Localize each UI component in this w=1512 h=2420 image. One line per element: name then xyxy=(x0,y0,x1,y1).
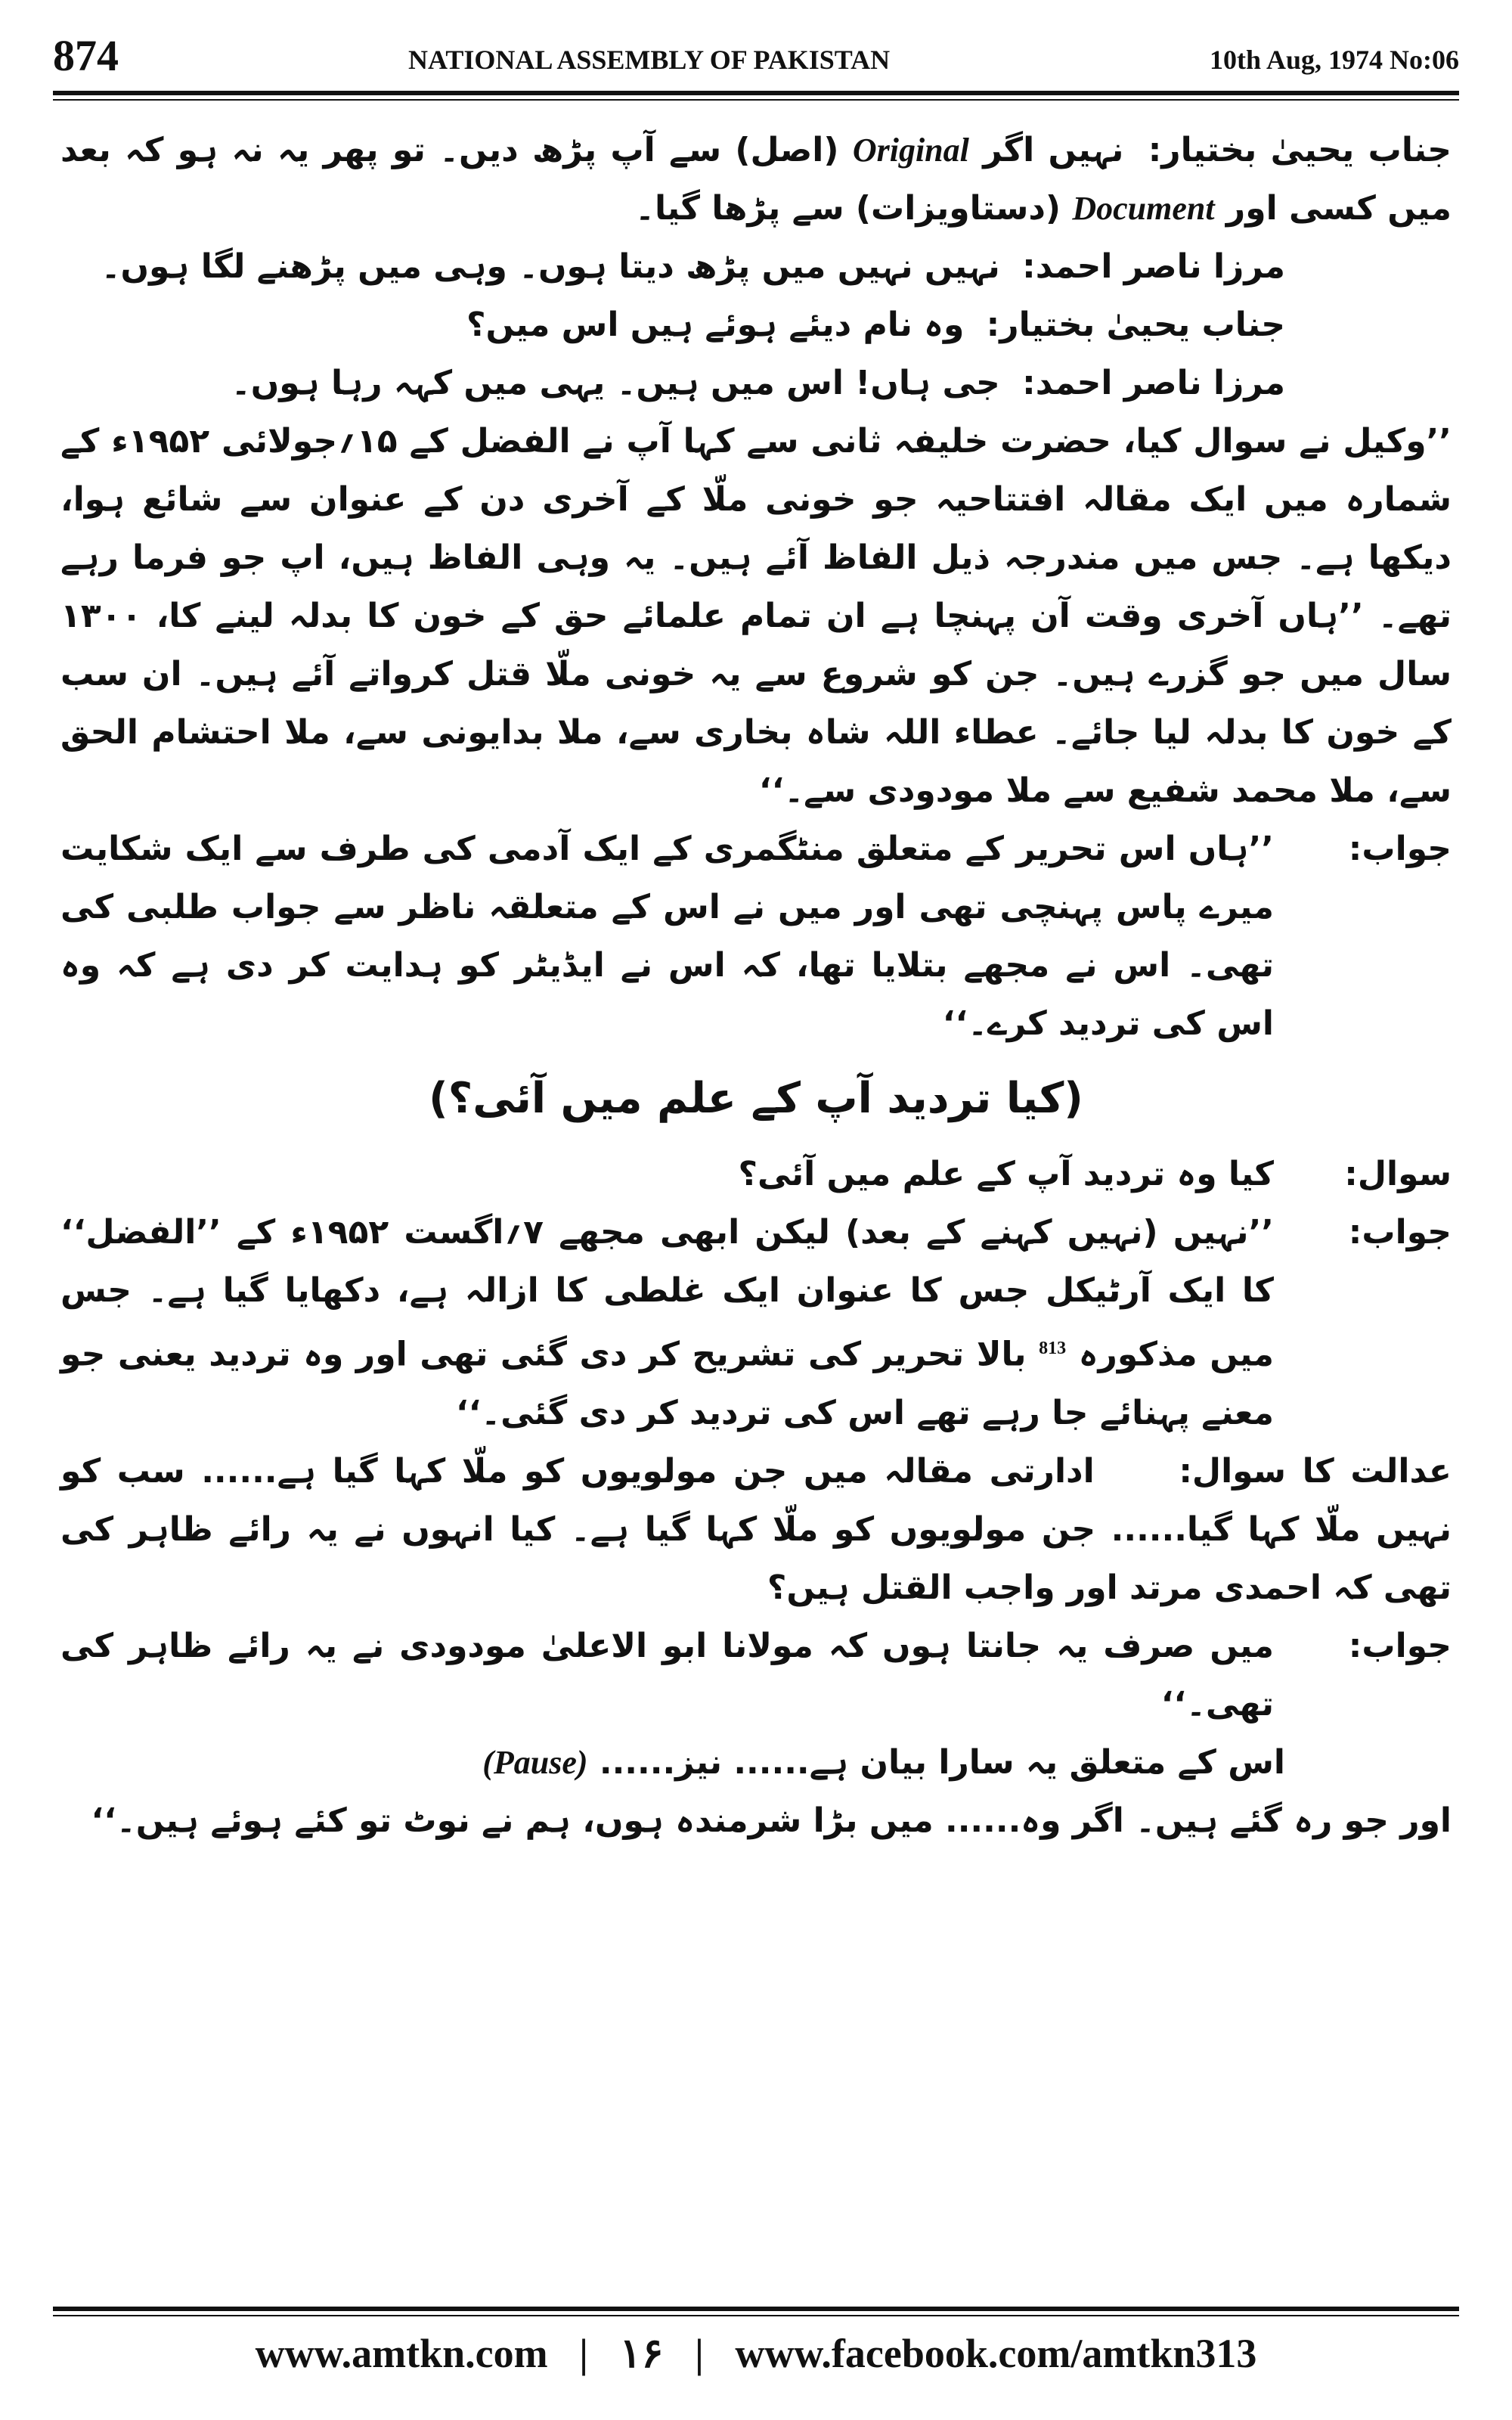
answer-label: جواب: xyxy=(1348,830,1452,868)
question-block xyxy=(60,1145,1452,1203)
section-heading: (کیا تردید آپ کے علم میں آئی؟) xyxy=(429,1074,1083,1123)
paragraph-5-quote: ’’وکیل نے سوال کیا، حضرت خلیفہ ثانی سے کہا آپ نے الفضل کے ۱۵؍جولائی ۱۹۵۲ء کے شمارہ میں ایک مقالہ افتتاحیہ جو خونی ملّا کے آخری دن کے عنوان سے شائع ہوا، دیکھا ہے۔ جس میں مندرجہ ذیل الفاظ آئے ہیں۔ یہ وہی الفاظ ہیں، اپ جو فرما رہے تھے۔ ’’ہاں آخری وقت آن پہنچا ہے ان تمام علمائے حق کے خون کا بدلہ لینے کا، ۱۳۰۰ سال میں جو گزرے ہیں۔ جن کو شروع سے یہ خونی ملّا قتل کرواتے آئے ہیں۔ ان سب کے خون کا بدلہ لیا جائے۔ عطاء اللہ شاہ بخاری سے، ملا بدایونی سے، ملا احتشام الحق سے، ملا محمد شفیع سے ملا مودودی سے۔‘‘ xyxy=(60,422,1452,810)
question-label: سوال: xyxy=(1344,1155,1452,1193)
speaker-label: جناب یحییٰ بختیار: xyxy=(986,306,1285,344)
answer-final-line: اور جو رہ گئے ہیں۔ اگر وہ...... میں بڑا شرمندہ ہوں، ہم نے نوٹ تو کئے ہوئے ہیں۔‘‘ xyxy=(91,1801,1452,1840)
latin-term: (Pause) xyxy=(482,1743,588,1781)
answer-text xyxy=(60,1203,1274,1442)
facebook-link[interactable]: www.facebook.com/amtkn313 xyxy=(735,2331,1257,2376)
page-footer xyxy=(53,2329,1459,2390)
paragraph-4 xyxy=(60,354,1452,412)
latin-term: Original xyxy=(852,132,969,169)
text-run: نہیں نہیں میں پڑھ دیتا ہوں۔ وہی میں پڑھنے لگا ہوں۔ xyxy=(101,247,1000,286)
separator: | xyxy=(695,2331,704,2376)
website-link[interactable]: www.amtkn.com xyxy=(255,2331,548,2376)
text-run: ’’نہیں (نہیں کہنے کے بعد) لیکن ابھی مجھے ۷؍اگست ۱۹۵۲ء کے ’’الفضل‘‘ کا ایک آرٹیکل جس کا عنوان ایک غلطی کا ازالہ ہے، دکھایا گیا ہے۔ جس میں مذکورہ xyxy=(60,1213,1275,1374)
answer-label: جواب: xyxy=(1348,1626,1452,1665)
speaker-label: جناب یحییٰ بختیار: xyxy=(1148,131,1452,169)
header-rule-thin xyxy=(53,99,1459,101)
answer-block-2 xyxy=(60,1203,1452,1442)
question-text: کیا وہ تردید آپ کے علم میں آئی؟ xyxy=(738,1155,1274,1193)
latin-term: Document xyxy=(1072,190,1215,227)
text-run: جی ہاں! اس میں ہیں۔ یہی میں کہہ رہا ہوں۔ xyxy=(231,364,1000,402)
court-question xyxy=(60,1442,1452,1617)
paragraph-3 xyxy=(60,296,1452,354)
header-rule xyxy=(53,91,1459,95)
paragraph-1 xyxy=(60,121,1452,237)
answer-label: جواب: xyxy=(1348,1213,1452,1252)
text-run: (دستاویزات) سے پڑھا گیا۔ xyxy=(635,189,1061,228)
speaker-label: عدالت کا سوال: xyxy=(1179,1451,1452,1491)
page-number-urdu: ۱۶ xyxy=(619,2331,664,2376)
speaker-label: مرزا ناصر احمد: xyxy=(1022,364,1285,402)
page-header xyxy=(53,30,1459,83)
page-number: 874 xyxy=(53,31,119,80)
text-run: بالا تحریر کی تشریح کر دی گئی تھی اور وہ تردید یعنی جو معنے پہنائے جا رہے تھے اس کی تردید کر دی گئی۔‘‘ xyxy=(60,1335,1274,1432)
answer-text: میں صرف یہ جانتا ہوں کہ مولانا ابو الاعلیٰ مودودی نے یہ رائے ظاہر کی تھی۔‘‘ xyxy=(60,1626,1274,1723)
answer-text: ’’ہاں اس تحریر کے متعلق منٹگمری کے ایک آدمی کی طرف سے ایک شکایت میرے پاس پہنچی تھی اور میں نے اس کے متعلقہ ناظر سے جواب طلبی کی تھی۔ اس نے مجھے بتلایا تھا، کہ اس نے ایڈیٹر کو ہدایت کر دی ہے کہ وہ اس کی تردید کرے۔‘‘ xyxy=(60,830,1274,1043)
speaker-label: مرزا ناصر احمد: xyxy=(1022,247,1285,286)
separator: | xyxy=(579,2331,588,2376)
answer-block-3 xyxy=(60,1617,1452,1733)
paragraph-2 xyxy=(60,237,1452,296)
answer-continuation xyxy=(60,1733,1452,1792)
text-run: اس کے متعلق یہ سارا بیان ہے...... نیز...... xyxy=(599,1742,1285,1782)
text-run: ادارتی مقالہ میں جن مولویوں کو ملّا کہا گیا ہے...... سب کو نہیں ملّا کہا گیا...... جن مولویوں کو ملّا کہا گیا ہے۔ کیا انہوں نے یہ رائے ظاہر کی تھی کہ احمدی مرتد اور واجب القتل ہیں؟ xyxy=(60,1451,1452,1607)
footer-rule xyxy=(53,2307,1459,2311)
text-run: (اصل) سے آپ پڑھ دیں۔ تو پھر یہ نہ ہو کہ بعد میں کسی اور xyxy=(60,131,1452,228)
text-run: وہ نام دیئے ہوئے ہیں اس میں؟ xyxy=(466,306,965,344)
answer-block-1 xyxy=(60,820,1452,1053)
document-body xyxy=(60,121,1452,2254)
text-run: نہیں اگر xyxy=(983,131,1124,169)
header-date: 10th Aug, 1974 No:06 xyxy=(1209,45,1459,75)
footnote-marker: 813 xyxy=(1039,1339,1067,1358)
header-title: NATIONAL ASSEMBLY OF PAKISTAN xyxy=(408,45,891,75)
footer-rule-thin xyxy=(53,2315,1459,2316)
